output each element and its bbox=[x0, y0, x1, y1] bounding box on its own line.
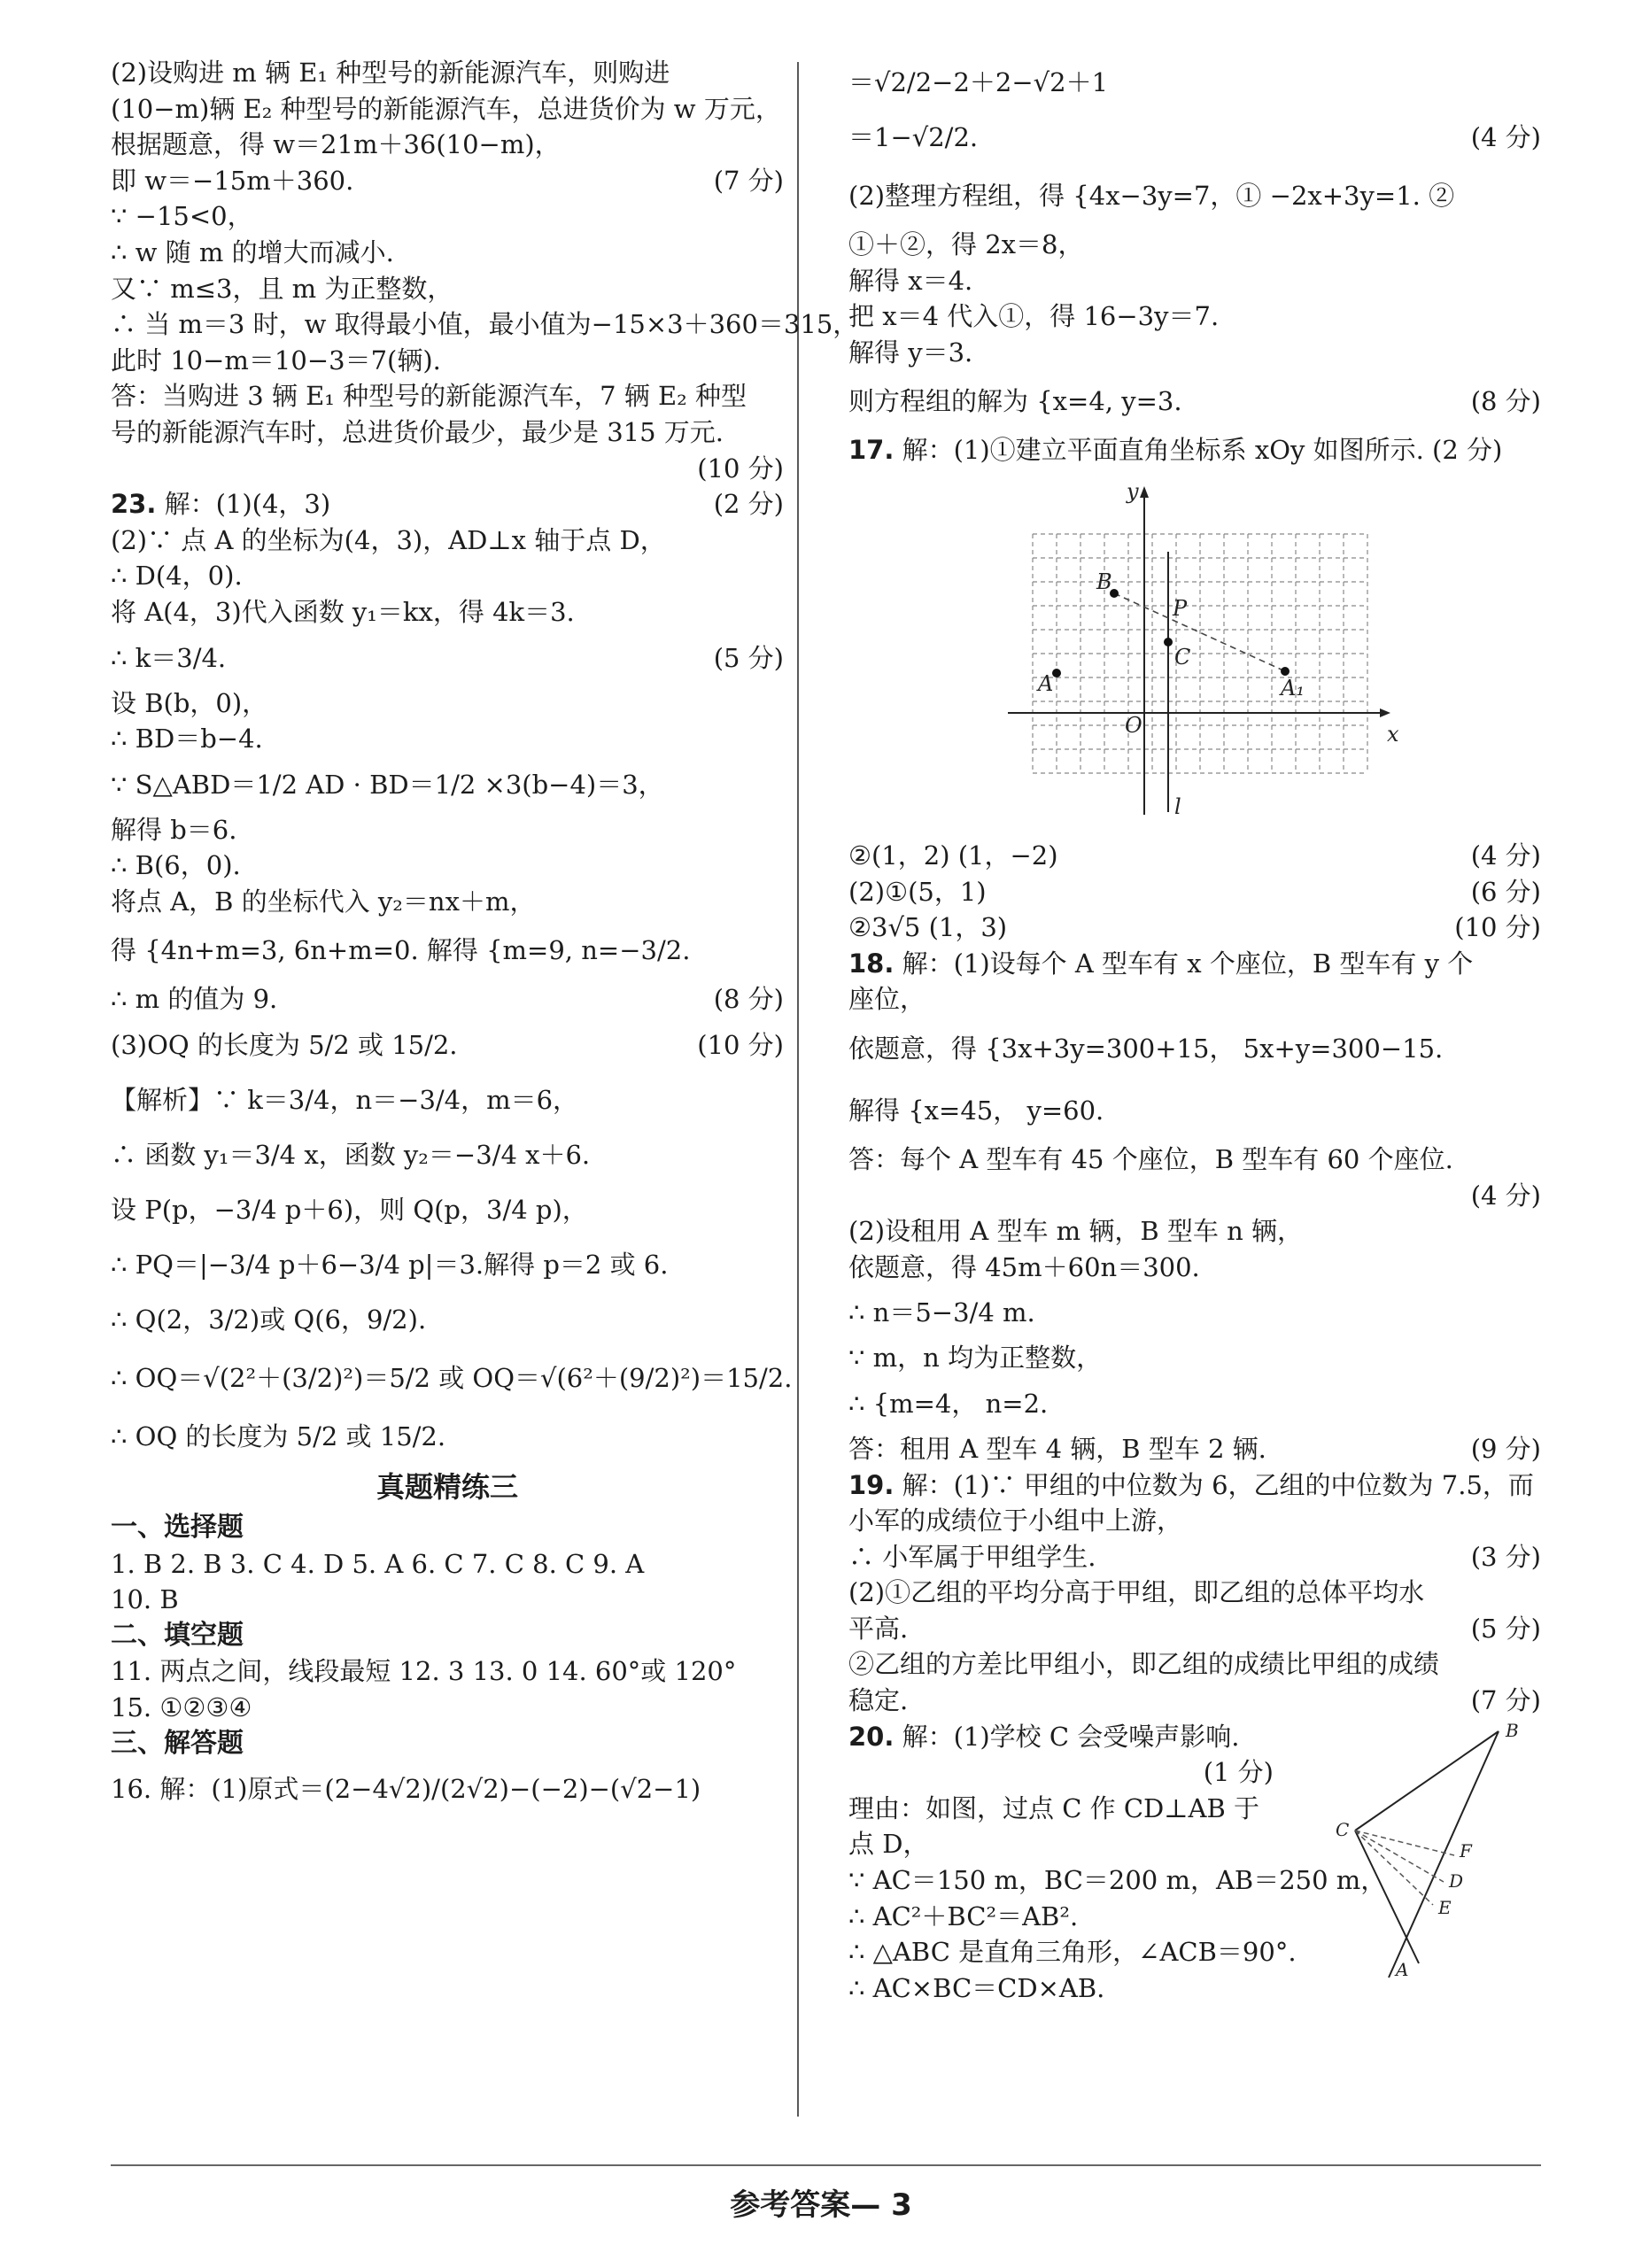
a-label: A bbox=[1038, 670, 1054, 696]
text-line: ∴ {m=4， n=2. bbox=[848, 1388, 1049, 1419]
segment-ca bbox=[1355, 1831, 1419, 1963]
coordinate-grid-figure bbox=[848, 474, 1541, 832]
text-line: 小军的成绩位于小组中上游， bbox=[848, 1506, 1183, 1537]
text-line: ∴ OQ 的长度为 5/2 或 15/2. bbox=[111, 1421, 446, 1452]
text-line: ∴ 函数 y₁＝3/4 x，函数 y₂＝−3/4 x＋6. bbox=[111, 1140, 591, 1171]
text-line: ∴ BD＝b−4. bbox=[111, 724, 263, 755]
page-footer bbox=[0, 2180, 1642, 2224]
text-line: (3)OQ 的长度为 5/2 或 15/2. (10 分) bbox=[111, 1018, 784, 1072]
c-label: C bbox=[1336, 1819, 1350, 1841]
text-line: (2)设购进 m 辆 E₁ 种型号的新能源汽车，则购进 bbox=[111, 58, 670, 88]
point-c bbox=[1164, 638, 1173, 646]
point-a bbox=[1052, 669, 1061, 677]
text-line: ＝√2/2−2＋2−√2＋1 bbox=[848, 67, 1109, 97]
text-line: 解得 y＝3. bbox=[848, 337, 973, 368]
a1-label: A₁ bbox=[1281, 675, 1305, 701]
text-line: ②(1，2) (1，−2) (4 分) bbox=[848, 838, 1541, 874]
question-19: 19. 解：(1)∵ 甲组的中位数为 6，乙组的中位数为 7.5，而 bbox=[848, 1469, 1534, 1500]
text-line bbox=[848, 1178, 1541, 1214]
text-line: ∴ B(6，0). bbox=[111, 850, 241, 881]
fill-answers: 11. 两点之间，线段最短 12. 3 13. 0 14. 60°或 120° bbox=[111, 1656, 737, 1687]
text-line: 稳定. (7 分) bbox=[848, 1683, 1541, 1719]
text-line bbox=[111, 451, 784, 487]
text-line: ∵ AC＝150 m，BC＝200 m，AB＝250 m， bbox=[848, 1865, 1387, 1896]
question-20-text bbox=[848, 1754, 1274, 1862]
score: (4 分) bbox=[1470, 122, 1541, 152]
text-line: (2)①乙组的平均分高于甲组，即乙组的总体平均水 bbox=[848, 1577, 1425, 1608]
text-line: 答：每个 A 型车有 45 个座位，B 型车有 60 个座位. bbox=[848, 1143, 1453, 1174]
choice-heading: 一、选择题 bbox=[111, 1512, 244, 1544]
left-column bbox=[111, 55, 859, 1816]
text-line: 解得 b＝6. bbox=[111, 814, 237, 845]
text-line: ∵ S△ABD＝1/2 AD · BD＝1/2 ×3(b−4)＝3， bbox=[111, 769, 664, 800]
score: (10 分) bbox=[1454, 912, 1541, 943]
a-label: A bbox=[1396, 1959, 1409, 1981]
text-line: ∴ m 的值为 9. (8 分) bbox=[111, 981, 784, 1018]
text-line: 【解析】∵ k＝3/4，n＝−3/4，m＝6， bbox=[111, 1085, 579, 1116]
text-line: 依题意，得 45m＋60n＝300. bbox=[848, 1251, 1200, 1282]
text-line: ∴ 小军属于甲组学生. (3 分) bbox=[848, 1539, 1541, 1575]
question-20: 20. 解：(1)学校 C 会受噪声影响. bbox=[848, 1721, 1240, 1752]
question-16: 16. 解：(1)原式＝(2−4√2)/(2√2)−(−2)−(√2−1) bbox=[111, 1774, 701, 1805]
text-line: 得 {4n+m=3, 6n+m=0. 解得 {m=9, n=−3/2. bbox=[111, 935, 691, 966]
column-divider bbox=[797, 62, 799, 2117]
text-line: (2)设租用 A 型车 m 辆，B 型车 n 辆， bbox=[848, 1216, 1304, 1247]
question-17: 17. 解：(1)①建立平面直角坐标系 xOy 如图所示. (2 分) bbox=[848, 435, 1503, 466]
text-line: 此时 10−m＝10−3＝7(辆). bbox=[111, 344, 441, 375]
text-line: 解得 {x=45， y=60. bbox=[848, 1095, 1104, 1126]
score: (7 分) bbox=[713, 165, 784, 196]
section-title: 真题精练三 bbox=[376, 1470, 518, 1505]
x-label: x bbox=[1387, 721, 1399, 747]
text-line: 解得 x＝4. bbox=[848, 265, 973, 296]
text-line: (2)①(5，1) (6 分) bbox=[848, 874, 1541, 910]
text-line: ∵ −15<0， bbox=[111, 201, 253, 232]
score: (5 分) bbox=[713, 642, 784, 673]
text-line: 又∵ m≤3，且 m 为正整数， bbox=[111, 273, 453, 304]
text-line: 将 A(4，3)代入函数 y₁＝kx，得 4k＝3. bbox=[111, 596, 575, 627]
text-line: 将点 A，B 的坐标代入 y₂＝nx＋m， bbox=[111, 886, 536, 917]
segment-ce bbox=[1355, 1831, 1433, 1905]
score: (3 分) bbox=[1470, 1541, 1541, 1572]
answer-heading: 三、解答题 bbox=[111, 1727, 244, 1759]
e-label: E bbox=[1438, 1897, 1452, 1919]
text-line: ∵ m，n 均为正整数， bbox=[848, 1343, 1103, 1374]
text-line: 则方程组的解为 {x=4, y=3. (8 分) bbox=[848, 370, 1541, 432]
text-line: ∴ k＝3/4. (5 分) bbox=[111, 631, 784, 685]
score: (1 分) bbox=[1203, 1757, 1274, 1788]
b-label: B bbox=[1096, 569, 1112, 594]
text-line: 答：租用 A 型车 4 辆，B 型车 2 辆. (9 分) bbox=[848, 1431, 1541, 1467]
text-line: 设 B(b，0)， bbox=[111, 687, 268, 718]
text-line: 答：当购进 3 辆 E₁ 种型号的新能源汽车，7 辆 E₂ 种型 bbox=[111, 381, 747, 412]
score: (10 分) bbox=[697, 453, 784, 484]
question-18: 18. 解：(1)设每个 A 型车有 x 个座位，B 型车有 y 个 bbox=[848, 948, 1474, 979]
fill-answers: 15. ①②③④ bbox=[111, 1692, 252, 1723]
text-line: ∴ PQ＝|−3/4 p＋6−3/4 p|＝3.解得 p＝2 或 6. bbox=[111, 1250, 669, 1281]
score: (8 分) bbox=[1470, 386, 1541, 417]
text-line: 座位， bbox=[848, 984, 926, 1015]
y-axis-arrow bbox=[1140, 486, 1149, 498]
text-line: ∴ Q(2，3/2)或 Q(6，9/2). bbox=[111, 1304, 427, 1335]
text-line: ∴ AC²＋BC²＝AB². bbox=[848, 1900, 1079, 1931]
score: (7 分) bbox=[1470, 1685, 1541, 1716]
text-line: 依题意，得 {3x+3y=300+15， 5x+y=300−15. bbox=[848, 1033, 1444, 1064]
b-label: B bbox=[1506, 1720, 1519, 1742]
grid-lines bbox=[1033, 534, 1367, 773]
footer-rule bbox=[111, 2164, 1541, 2166]
text-line: ∴ △ABC 是直角三角形，∠ACB＝90°. bbox=[848, 1937, 1297, 1968]
text-line: ＝1−√2/2. (4 分) bbox=[848, 110, 1541, 165]
score: (5 分) bbox=[1470, 1613, 1541, 1644]
score: (8 分) bbox=[713, 984, 784, 1015]
triangle-figure bbox=[1309, 1719, 1539, 1985]
footer-text: 参考答案— 3 bbox=[730, 2187, 912, 2223]
f-label: F bbox=[1460, 1840, 1472, 1862]
text-line: ∴ AC×BC＝CD×AB. bbox=[848, 1972, 1105, 2003]
text-line: ∴ n＝5−3/4 m. bbox=[848, 1297, 1035, 1328]
text-line: ∴ w 随 m 的增大而减小. bbox=[111, 236, 394, 267]
x-axis-arrow bbox=[1380, 708, 1390, 717]
score: (9 分) bbox=[1470, 1433, 1541, 1464]
score: (6 分) bbox=[1470, 876, 1541, 907]
origin-label: O bbox=[1125, 712, 1142, 738]
right-column bbox=[848, 55, 1541, 2006]
score: (2 分) bbox=[713, 489, 784, 520]
score: (4 分) bbox=[1470, 840, 1541, 871]
text-line: 理由：如图，过点 C 作 CD⊥AB 于 bbox=[848, 1792, 1260, 1823]
choice-answers: 10. B bbox=[111, 1584, 179, 1615]
l-label: l bbox=[1174, 793, 1181, 819]
text-line: ∴ D(4，0). bbox=[111, 561, 243, 592]
text-line: 点 D， bbox=[848, 1829, 929, 1860]
fill-heading: 二、填空题 bbox=[111, 1619, 244, 1651]
text-line: 把 x＝4 代入①，得 16−3y＝7. bbox=[848, 301, 1220, 332]
score: (10 分) bbox=[697, 1030, 784, 1061]
choice-answers: 1. B 2. B 3. C 4. D 5. A 6. C 7. C 8. C 9. A bbox=[111, 1548, 645, 1579]
segment-cf bbox=[1355, 1831, 1454, 1855]
c-label: C bbox=[1174, 644, 1191, 670]
text-line: 号的新能源汽车时，总进货价最少，最少是 315 万元. bbox=[111, 416, 724, 447]
text-line: ①＋②，得 2x＝8， bbox=[848, 229, 1084, 259]
point-a1 bbox=[1281, 667, 1290, 676]
text-line: 根据题意，得 w＝21m＋36(10−m)， bbox=[111, 129, 561, 160]
score: (4 分) bbox=[1470, 1180, 1541, 1211]
p-label: P bbox=[1173, 595, 1188, 621]
text-line: (2)整理方程组，得 {4x−3y=7，① −2x+3y=1. ② bbox=[848, 181, 1455, 211]
text-line: 即 w＝−15m＋360. (7 分) bbox=[111, 163, 784, 199]
text-line: 设 P(p，−3/4 p＋6)，则 Q(p，3/4 p)， bbox=[111, 1195, 588, 1226]
text-line: ②3√5 (1，3) (10 分) bbox=[848, 910, 1541, 946]
text-line: 平高. (5 分) bbox=[848, 1611, 1541, 1647]
text-line: (2)∵ 点 A 的坐标为(4，3)，AD⊥x 轴于点 D， bbox=[111, 524, 666, 555]
text-line: ②乙组的方差比甲组小，即乙组的成绩比甲组的成绩 bbox=[848, 1649, 1440, 1680]
y-label: y bbox=[1127, 478, 1139, 504]
question-23: 23. 解：(1)(4，3) (2 分) bbox=[111, 486, 784, 522]
d-label: D bbox=[1449, 1870, 1464, 1893]
text-line: (10−m)辆 E₂ 种型号的新能源汽车，总进货价为 w 万元， bbox=[111, 93, 781, 124]
text-line: ∴ 当 m＝3 时，w 取得最小值，最小值为−15×3＋360＝315， bbox=[111, 309, 859, 340]
figure-17-grid bbox=[848, 474, 1541, 832]
text-line: ∴ OQ＝√(2²＋(3/2)²)＝5/2 或 OQ＝√(6²＋(9/2)²)＝15/2. bbox=[111, 1363, 793, 1394]
